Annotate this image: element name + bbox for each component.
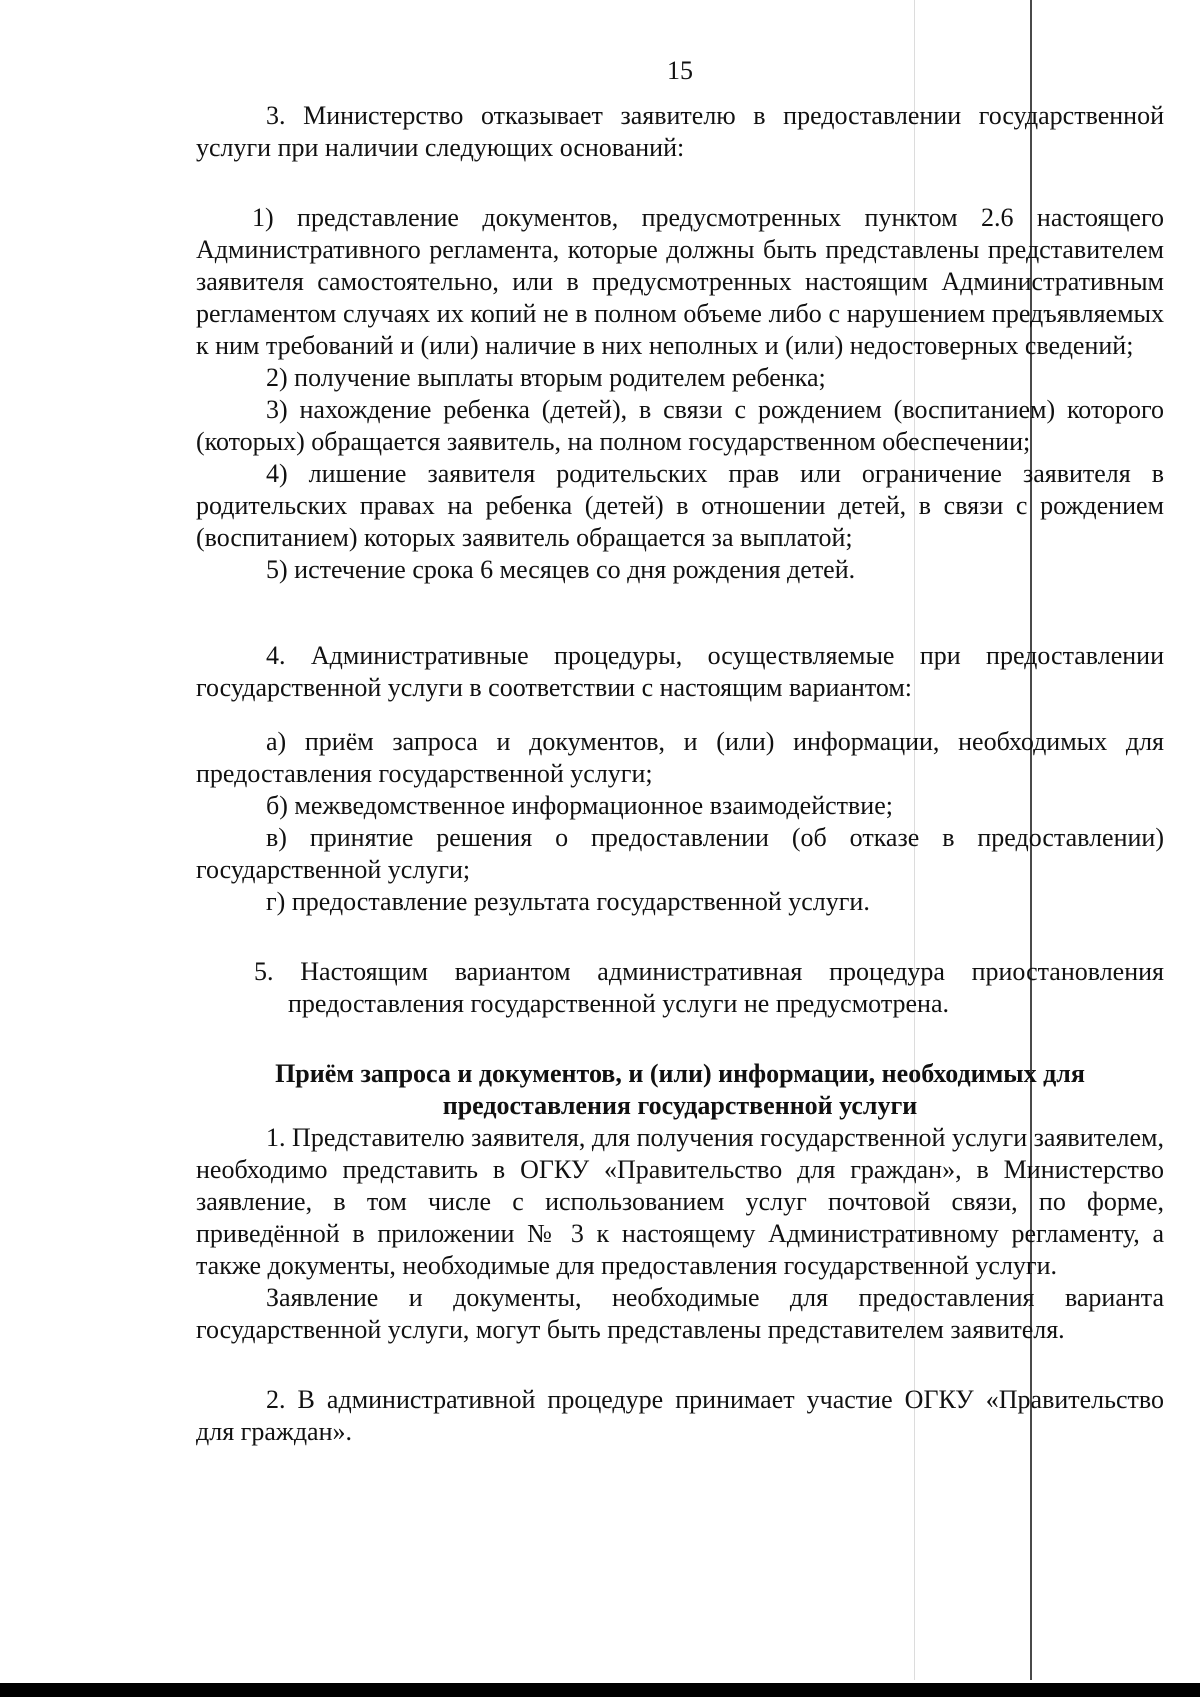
page-number: 15 [667, 56, 693, 85]
subsection-heading: Приём запроса и документов, и (или) информации, необходимых для предоставления государственной услуги [275, 1059, 1085, 1120]
section-4-intro: 4. Административные процедуры, осуществляемые при предоставлении государственной услуги в соответствии с настоящим вариантом: [196, 641, 1164, 702]
subsection-paragraph-3: 2. В административной процедуре принимает участие ОГКУ «Правительство для граждан». [196, 1385, 1164, 1446]
section-3-item-2: 2) получение выплаты вторым родителем ребенка; [266, 363, 826, 392]
document-body [196, 100, 1164, 1448]
subsection-paragraph-2: Заявление и документы, необходимые для предоставления варианта государственной услуги, могут быть представлены представителем заявителя. [196, 1283, 1164, 1344]
scan-bottom-border [0, 1683, 1200, 1697]
subsection-paragraph-1: 1. Представителю заявителя, для получения государственной услуги заявителем, необходимо представить в ОГКУ «Правительство для граждан», в Министерство заявление, в том числе с использованием услуг почтовой связи, по форме, приведённой в приложении № 3 к настоящему Административному регламенту, а также документы, необходимые для предоставления государственной услуги. [196, 1123, 1164, 1280]
section-4-item-v: в) принятие решения о предоставлении (об отказе в предоставлении) государственной услуги; [196, 823, 1164, 884]
section-4-item-b: б) межведомственное информационное взаимодействие; [266, 791, 893, 820]
section-3-intro: 3. Министерство отказывает заявителю в предоставлении государственной услуги при наличии следующих оснований: [196, 101, 1164, 162]
section-3-item-1: 1) представление документов, предусмотренных пунктом 2.6 настоящего Административного регламента, которые должны быть представлены представителем заявителя самостоятельно, или в предусмотренных настоящим Административным регламентом случаях их копий не в полном объеме либо с нарушением предъявляемых к ним требований и (или) наличие в них неполных и (или) недостоверных сведений; [196, 203, 1164, 360]
section-3-item-5: 5) истечение срока 6 месяцев со дня рождения детей. [266, 555, 856, 584]
section-5-text: 5. Настоящим вариантом административная процедура приостановления предоставления государственной услуги не предусмотрена. [254, 957, 1164, 1018]
section-3-item-3: 3) нахождение ребенка (детей), в связи с рождением (воспитанием) которого (которых) обращается заявитель, на полном государственном обеспечении; [196, 395, 1164, 456]
section-3-item-4: 4) лишение заявителя родительских прав или ограничение заявителя в родительских правах на ребенка (детей) в отношении детей, в связи с рождением (воспитанием) которых заявитель обращается за выплатой; [196, 459, 1164, 552]
section-4-item-g: г) предоставление результата государственной услуги. [266, 887, 870, 916]
section-4-item-a: а) приём запроса и документов, и (или) информации, необходимых для предоставления государственной услуги; [196, 727, 1164, 788]
